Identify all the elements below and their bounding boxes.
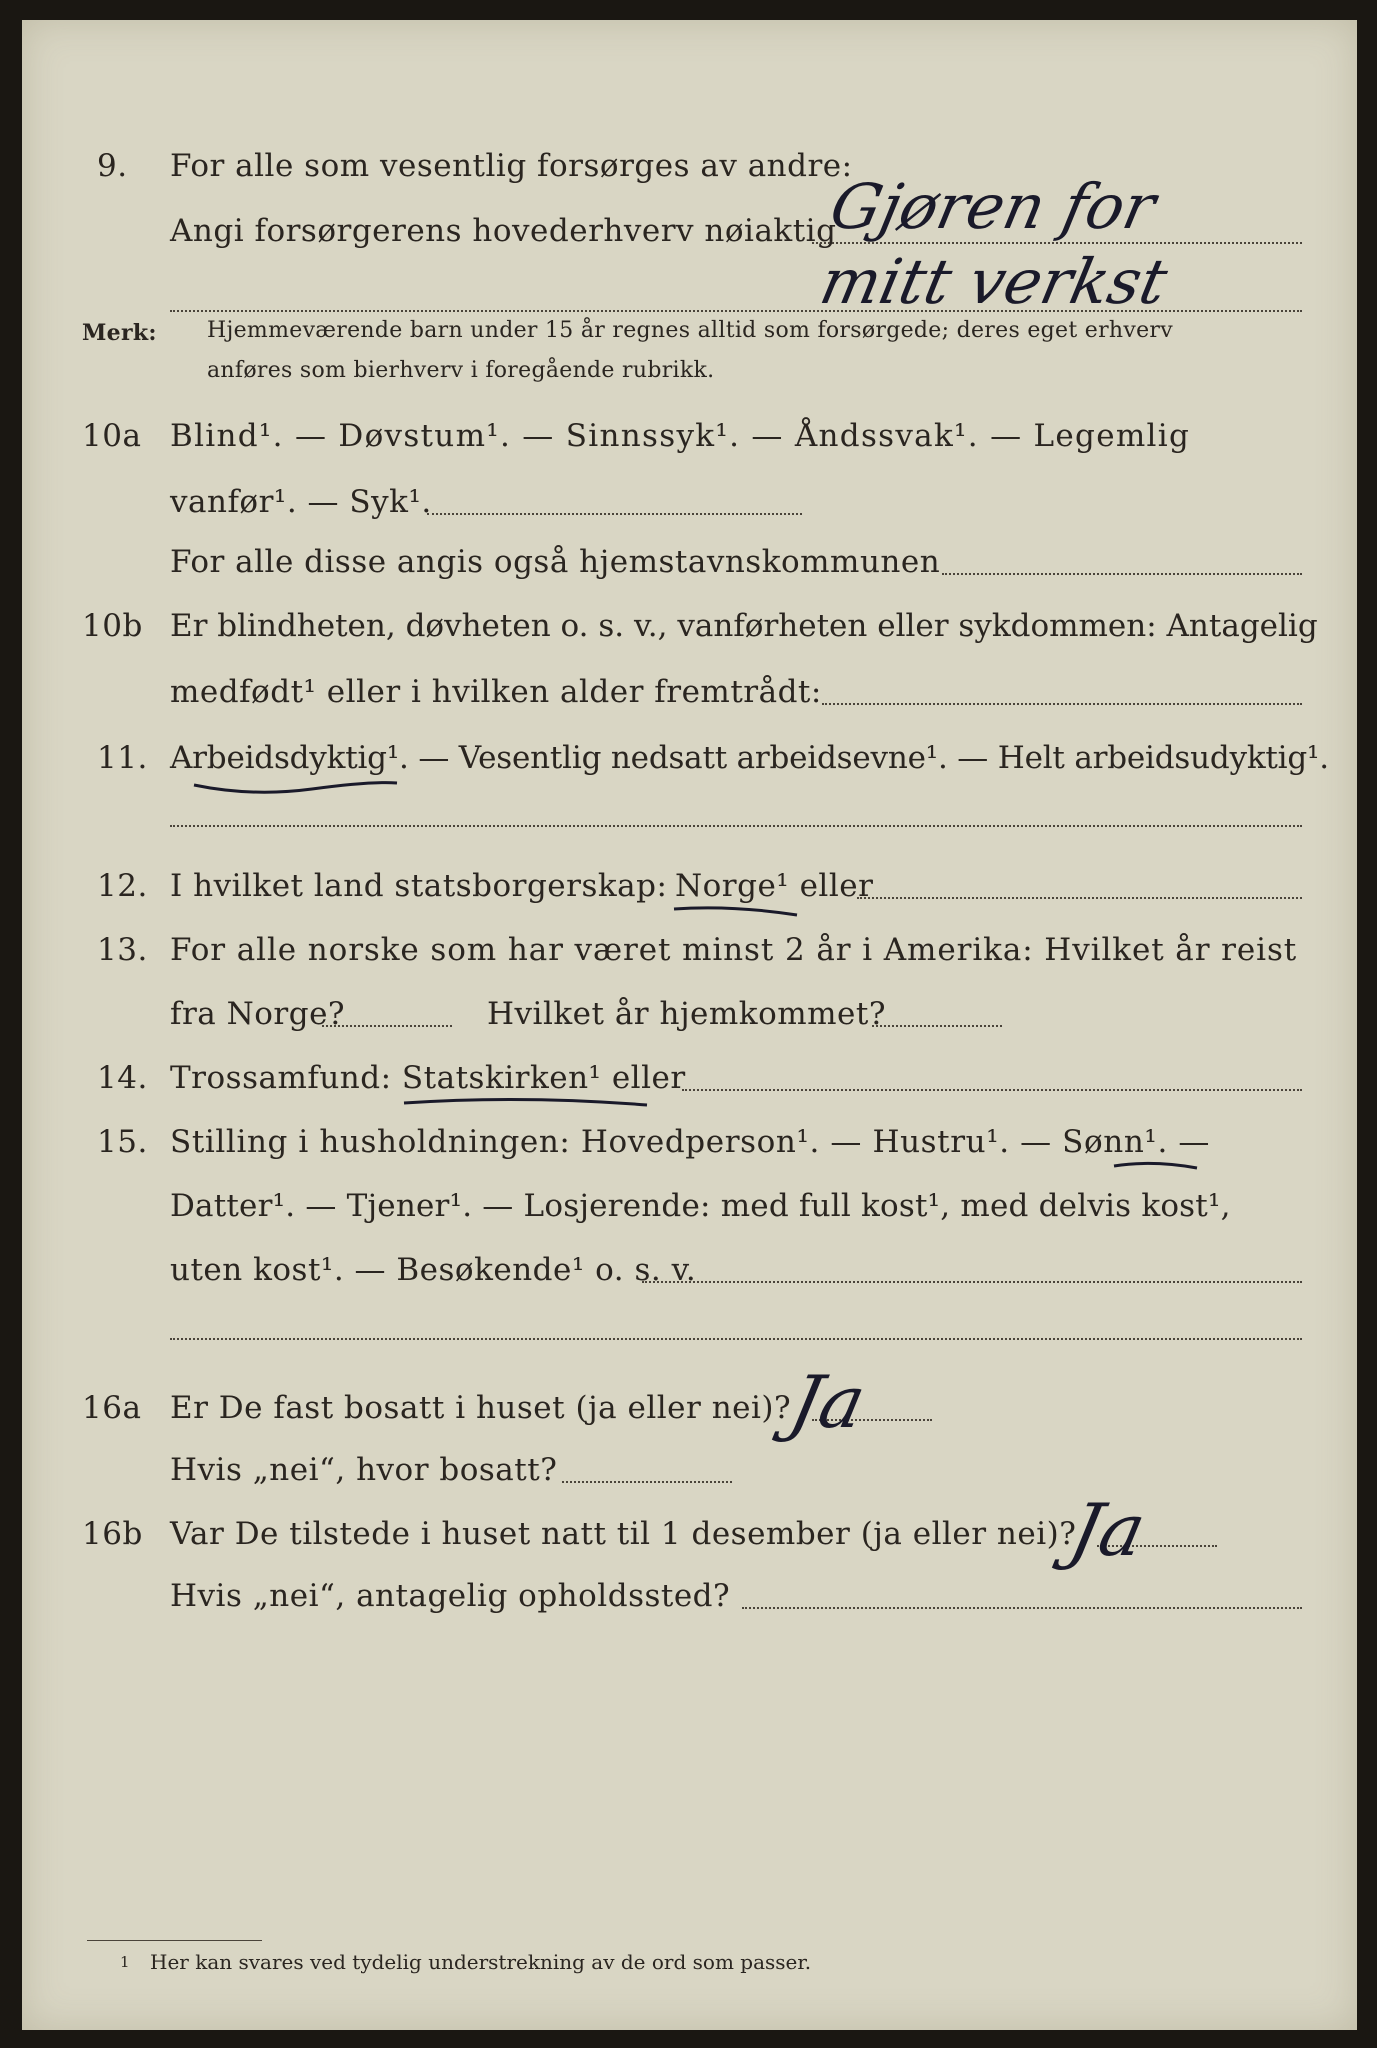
census-form-page	[22, 20, 1357, 2030]
q10b-line2: medfødt¹ eller i hvilken alder fremtrådt:	[170, 674, 822, 710]
q15-underline-mark	[1112, 1158, 1202, 1174]
q16b-line1: Var De tilstede i huset natt til 1 desember (ja eller nei)?	[170, 1516, 1077, 1552]
q14-line1: Trossamfund: Statskirken¹ eller	[170, 1060, 686, 1096]
q12-line1: I hvilket land statsborgerskap:	[170, 868, 668, 904]
q9-handwritten-answer1: Gjøren for	[824, 170, 1162, 243]
q12-answer-line	[857, 897, 1302, 899]
q16b-line2: Hvis „nei“, antagelig opholdssted?	[170, 1578, 731, 1614]
q15-line3: uten kost¹. — Besøkende¹ o. s. v.	[170, 1252, 697, 1288]
q10a-municipality-line	[942, 573, 1302, 575]
merk-line2: anføres som bierhverv i foregående rubrikk.	[207, 358, 715, 383]
q15-line1: Stilling i husholdningen: Hovedperson¹. — Hustru¹. — Sønn¹. —	[170, 1124, 1210, 1160]
footnote-rule	[87, 1940, 262, 1941]
q10a-line2: vanfør¹. — Syk¹.	[170, 484, 432, 520]
q13-line1: For alle norske som har været minst 2 år i Amerika: Hvilket år reist	[170, 932, 1298, 968]
q10a-answer-line	[427, 513, 802, 515]
q15-number: 15.	[97, 1124, 148, 1160]
q16a-line2: Hvis „nei“, hvor bosatt?	[170, 1452, 558, 1488]
q11-line1: Arbeidsdyktig¹. — Vesentlig nedsatt arbeidsevne¹. — Helt arbeidsudyktig¹.	[170, 740, 1329, 776]
q10b-answer-line	[822, 703, 1302, 705]
q16a-number: 16a	[82, 1390, 142, 1426]
q13-year-left-line	[322, 1025, 452, 1027]
q10a-line3: For alle disse angis også hjemstavnskommunen	[170, 544, 941, 580]
q14-underline-mark	[402, 1095, 652, 1115]
q16a-handwritten-answer: Ja	[783, 1360, 873, 1444]
q10b-line1: Er blindheten, døvheten o. s. v., vanførheten eller sykdommen: Antagelig	[170, 608, 1318, 644]
q14-answer-line	[682, 1089, 1302, 1091]
q9-number: 9.	[97, 148, 128, 184]
footnote-marker: 1	[120, 1953, 130, 1971]
q13-number: 13.	[97, 932, 148, 968]
q9-line2: Angi forsørgerens hovederhverv nøiaktig	[170, 213, 837, 249]
q16b-number: 16b	[82, 1516, 143, 1552]
q10b-number: 10b	[82, 608, 143, 644]
q16b-whereabouts-line	[742, 1607, 1302, 1609]
q9-handwritten-answer2: mitt verkst	[814, 245, 1174, 318]
q13-year-returned-line	[872, 1025, 1002, 1027]
merk-line1: Hjemmeværende barn under 15 år regnes alltid som forsørgede; deres eget erhverv	[207, 318, 1173, 343]
footnote-text: Her kan svares ved tydelig understrekning av de ord som passer.	[150, 1950, 812, 1974]
q15-answer-line1	[642, 1281, 1302, 1283]
q12-line1b: Norge¹ eller	[675, 868, 874, 904]
q13-line2a: fra Norge?	[170, 996, 346, 1032]
q11-answer-line	[170, 825, 1302, 827]
q11-underline-mark	[192, 775, 402, 800]
q15-answer-line2	[170, 1338, 1302, 1340]
q13-line2b: Hvilket år hjemkommet?	[487, 996, 886, 1032]
q11-number: 11.	[97, 740, 148, 776]
q16b-handwritten-answer: Ja	[1063, 1488, 1153, 1572]
q12-underline-mark	[672, 903, 802, 923]
q16a-line1: Er De fast bosatt i huset (ja eller nei)?	[170, 1390, 792, 1426]
q15-line2: Datter¹. — Tjener¹. — Losjerende: med full kost¹, med delvis kost¹,	[170, 1188, 1231, 1224]
q9-line1: For alle som vesentlig forsørges av andre:	[170, 148, 853, 184]
q10a-number: 10a	[82, 418, 142, 454]
q12-number: 12.	[97, 868, 148, 904]
q14-number: 14.	[97, 1060, 148, 1096]
q10a-line1: Blind¹. — Døvstum¹. — Sinnssyk¹. — Åndssvak¹. — Legemlig	[170, 418, 1191, 454]
merk-label: Merk:	[82, 320, 157, 346]
q16a-residence-line	[562, 1481, 732, 1483]
